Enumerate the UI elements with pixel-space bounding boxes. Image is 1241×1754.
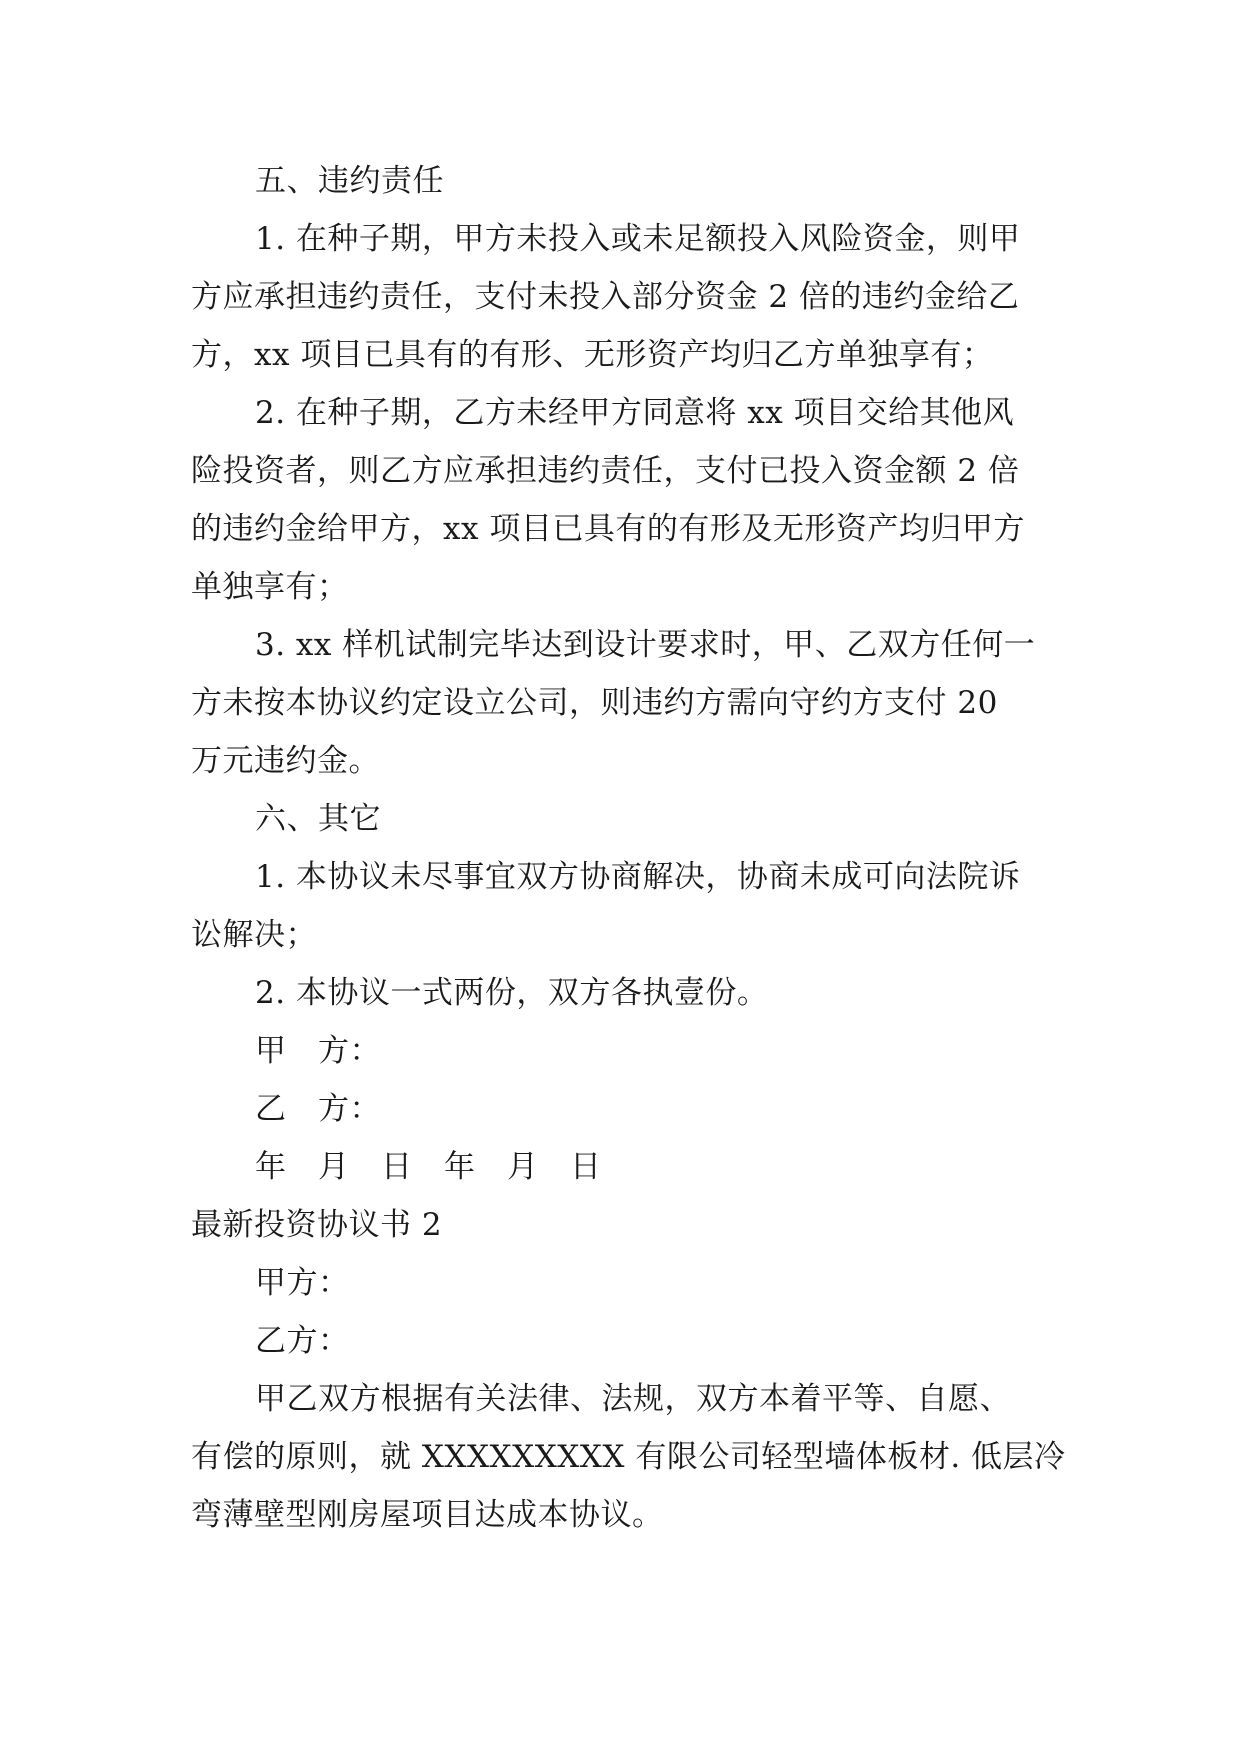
clause-line: 2. 在种子期，乙方未经甲方同意将 xx 项目交给其他风 [255, 395, 1015, 431]
document-title: 最新投资协议书 2 [191, 1207, 443, 1243]
clause-line: 险投资者，则乙方应承担违约责任，支付已投入资金额 2 倍 [191, 453, 1020, 489]
preamble-line: 弯薄壁型刚房屋项目达成本协议。 [191, 1497, 664, 1533]
section-heading-other: 六、其它 [255, 801, 381, 837]
party-b-label: 乙方： [255, 1323, 350, 1359]
clause-line: 讼解决； [191, 917, 317, 953]
clause-line: 1. 本协议未尽事宜双方协商解决，协商未成可向法院诉 [255, 859, 1021, 895]
signature-date: 年 月 日 年 月 日 [255, 1149, 602, 1185]
clause-line: 3. xx 样机试制完毕达到设计要求时，甲、乙双方任何一 [255, 627, 1036, 663]
party-a-label: 甲方： [255, 1265, 350, 1301]
clause-line: 1. 在种子期，甲方未投入或未足额投入风险资金，则甲 [255, 221, 1021, 257]
clause-line: 万元违约金。 [191, 743, 380, 779]
signature-party-a: 甲 方： [255, 1033, 381, 1069]
clause-line: 2. 本协议一式两份，双方各执壹份。 [255, 975, 769, 1011]
clause-line: 单独享有； [191, 569, 349, 605]
preamble-line: 甲乙双方根据有关法律、法规，双方本着平等、自愿、 [255, 1381, 1011, 1417]
signature-party-b: 乙 方： [255, 1091, 381, 1127]
clause-line: 的违约金给甲方，xx 项目已具有的有形及无形资产均归甲方 [191, 511, 1025, 547]
section-heading-breach: 五、违约责任 [255, 163, 444, 199]
clause-line: 方，xx 项目已具有的有形、无形资产均归乙方单独享有； [191, 337, 994, 373]
preamble-line: 有偿的原则，就 XXXXXXXXX 有限公司轻型墙体板材. 低层冷 [191, 1439, 1066, 1475]
document-page [191, 152, 1066, 1544]
clause-line: 方未按本协议约定设立公司，则违约方需向守约方支付 20 [191, 685, 998, 721]
clause-line: 方应承担违约责任，支付未投入部分资金 2 倍的违约金给乙 [191, 279, 1020, 315]
